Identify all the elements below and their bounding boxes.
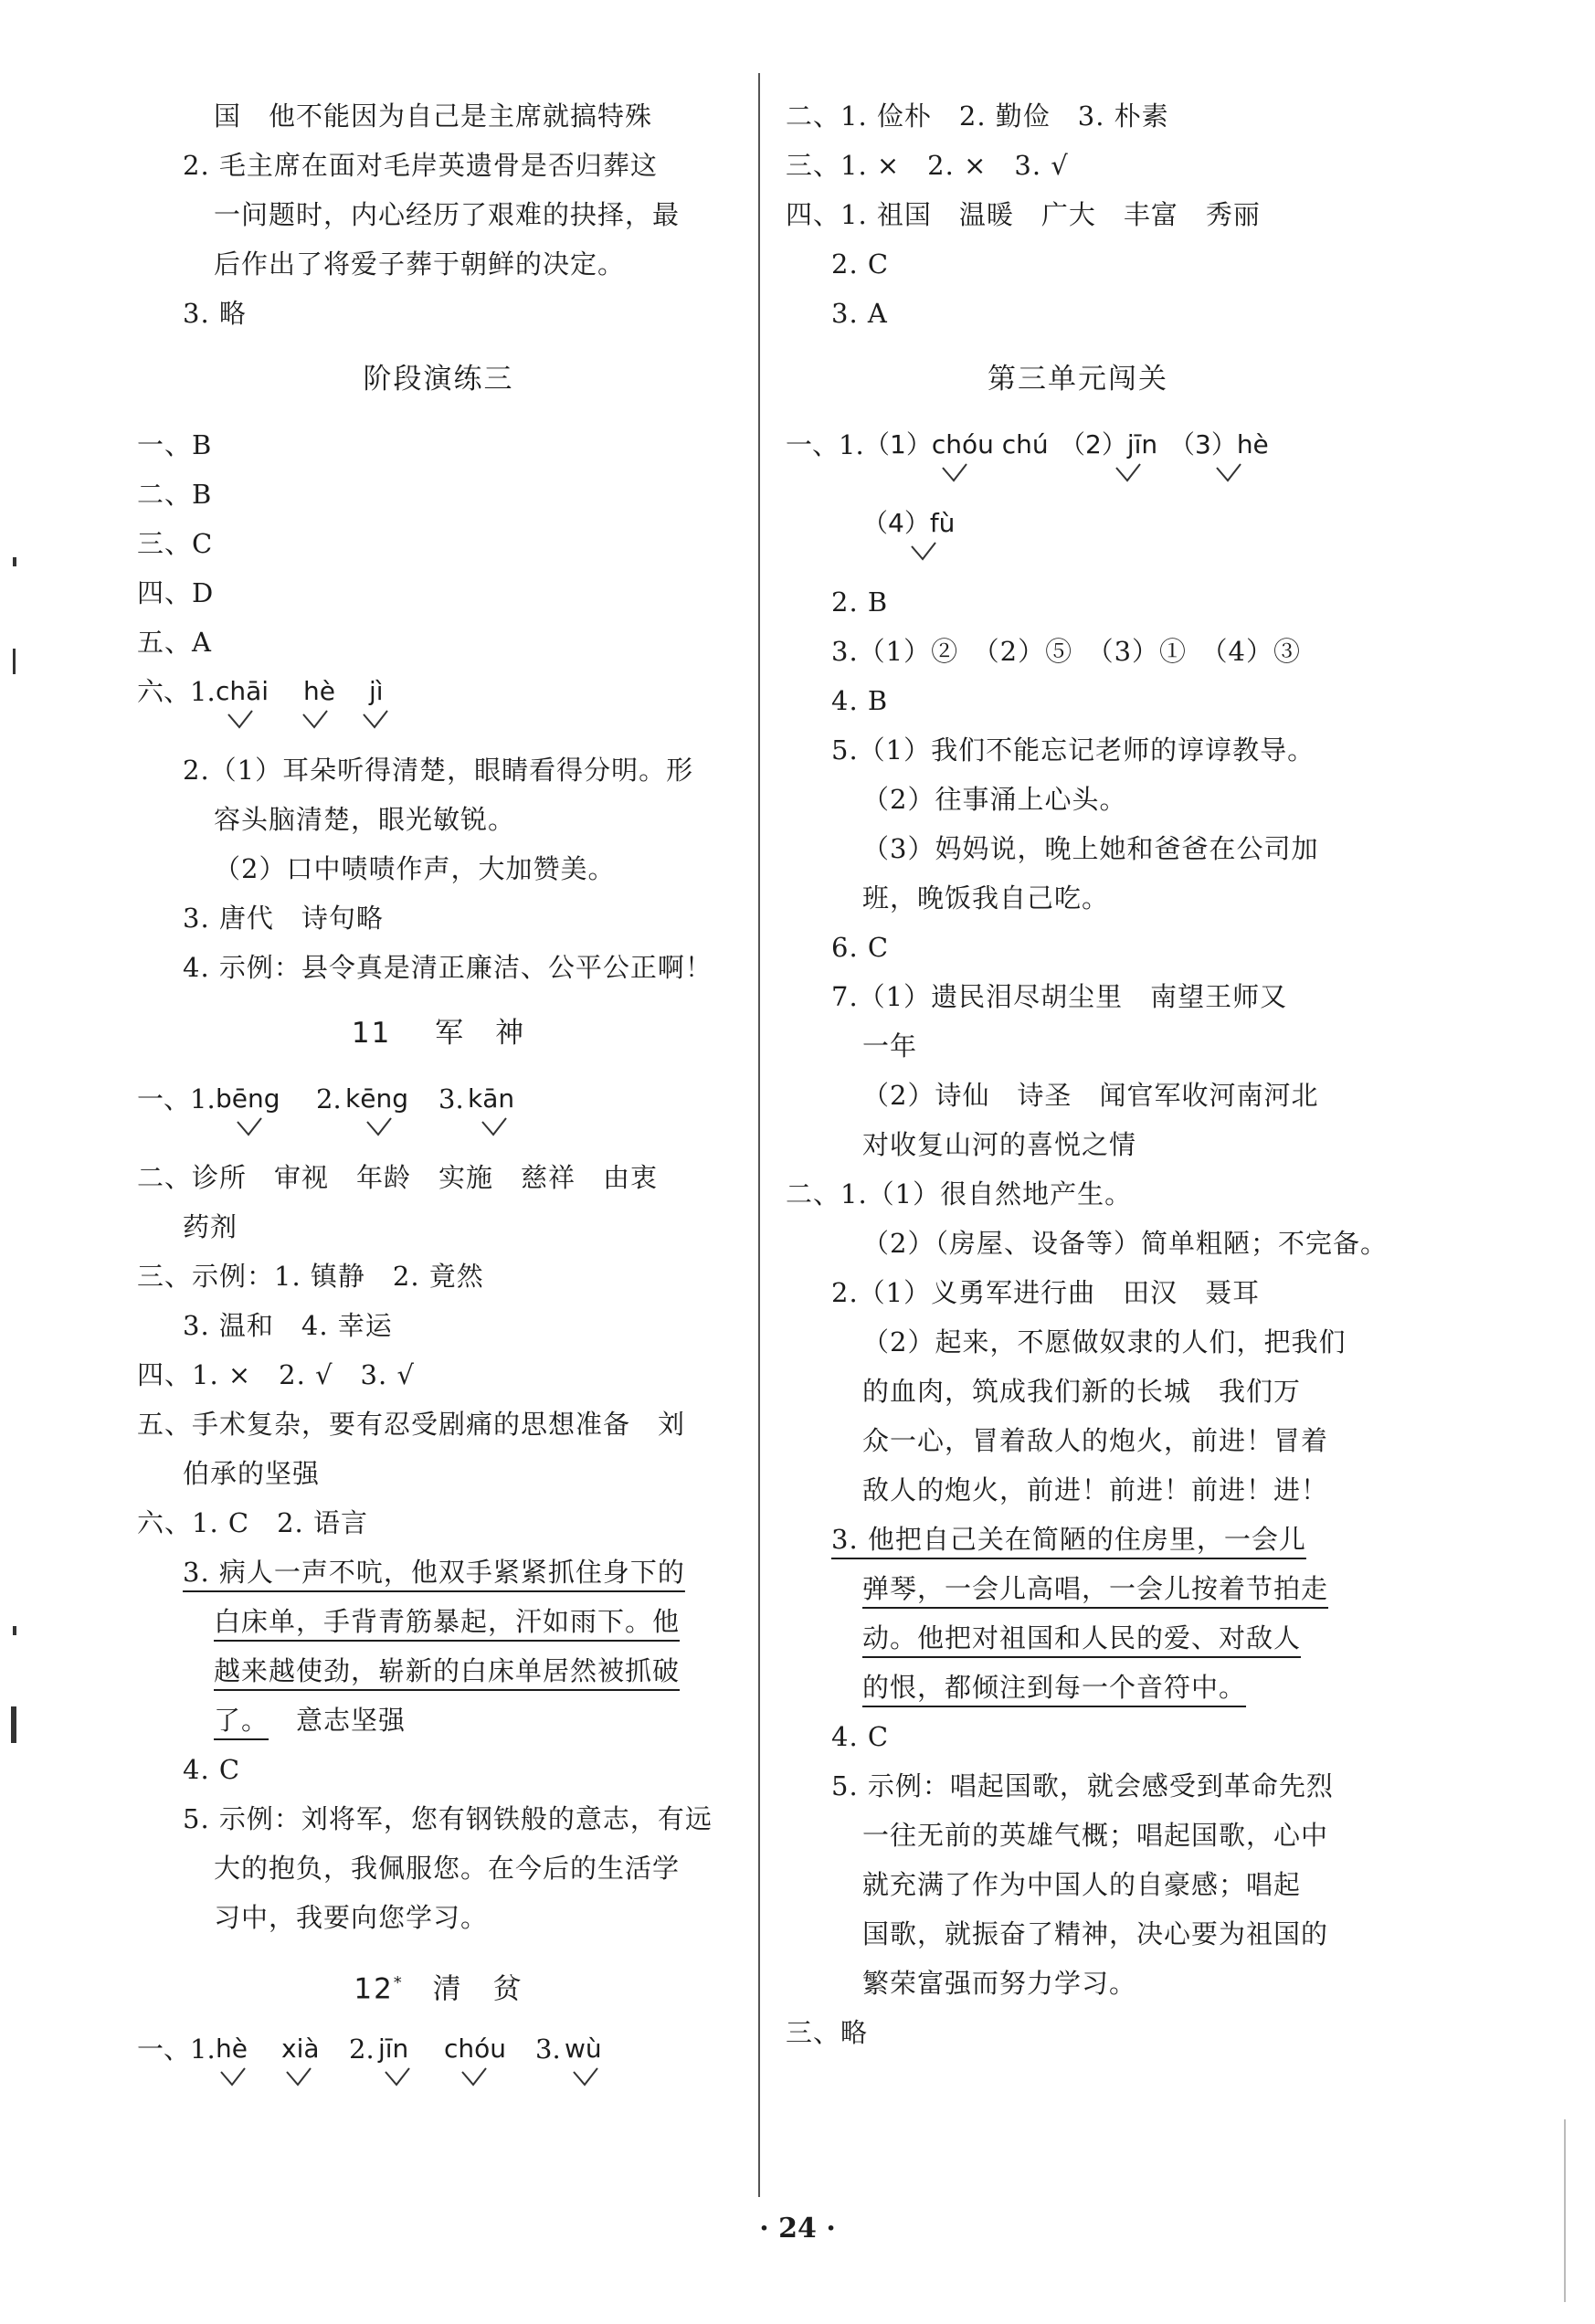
text-line [137,1548,740,1597]
answer-number: 3. [438,1083,464,1114]
lesson-name: 军 神 [435,1017,526,1050]
checkmark-icon [301,707,329,731]
text-line: 5.（1）我们不能忘记老师的谆谆教导。 [831,734,1315,766]
pinyin: chāi [216,676,269,706]
text-line [137,1597,740,1646]
text-line: 大的抱负，我佩服您。在今后的生活学 [214,1853,681,1884]
underlined-text: 3. 病人一声不吭，他双手紧紧抓住身下的 [183,1557,685,1588]
text-line: （2）（房屋、设备等）简单粗陋；不完备。 [862,1228,1388,1259]
checkmark-icon [219,2065,247,2088]
text-line [786,1515,1370,1564]
text-line: 4. B [831,685,889,716]
pinyin: （4）fù [862,508,956,538]
text-line: （2）口中啧啧作声，大加赞美。 [214,853,616,884]
left-column [137,91,740,2103]
text-line [786,1663,1370,1712]
answer-line: 三、1. × 2. × 3. √ [786,150,1069,181]
text-line: 5. 示例：刘将军，您有钢铁般的意志，有远 [183,1803,713,1834]
text-line: 班，晚饭我自己吃。 [862,882,1110,914]
pinyin-answer-row [786,420,1370,499]
text-line: 一问题时，内心经历了艰难的抉择，最 [214,199,681,230]
text-line: 对收复山河的喜悦之情 [862,1129,1137,1160]
pinyin: kān [468,1083,515,1114]
answer-line: 2. C [831,248,890,280]
text-line: 三、略 [786,2017,869,2048]
pinyin: jì [369,676,384,706]
pinyin: （1）chóu chú [864,429,1049,460]
answer-line: 3. A [831,298,888,329]
underlined-text: 3. 他把自己关在简陋的住房里，一会儿 [831,1524,1306,1555]
text-line: 2.（1）耳朵听得清楚，眼睛看得分明。形 [183,755,694,786]
text-line: 7.（1）遗民泪尽胡尘里 南望王师又 [831,981,1288,1012]
pinyin-answer-row [137,667,740,745]
pinyin: wù [565,2034,602,2064]
text-line: （2）起来，不愿做奴隶的人们，把我们 [862,1326,1347,1357]
text-line: 2. 毛主席在面对毛岸英遗骨是否归葬这 [183,150,658,181]
underlined-text: 了。 [214,1705,269,1736]
right-column [786,91,1388,2057]
scan-mark [1564,2119,1566,2302]
scan-mark [11,1706,16,1743]
checkmark-icon [365,1114,393,1138]
text-line [786,1564,1370,1613]
scan-mark [13,1626,16,1635]
checkmark-icon [1215,460,1242,484]
lesson-name: 清 贫 [432,1972,523,2006]
text: 意志坚强 [296,1705,407,1736]
checkmark-icon [572,2065,599,2088]
pinyin: jīn [378,2034,409,2064]
answer-number: 一、1. [786,429,864,460]
pinyin-answer-row [137,2024,740,2103]
text-line: 六、1. C 2. 语言 [137,1507,368,1538]
text-line: 习中，我要向您学习。 [214,1902,489,1933]
pinyin: （2）jīn [1060,429,1158,460]
answer-line: 四、1. 祖国 温暖 广大 丰富 秀丽 [786,199,1261,230]
text-line: 4. C [183,1754,241,1785]
answer-number: 一、1. [137,2034,216,2065]
text-line: （2）往事涌上心头。 [862,784,1127,815]
answer-line: 二、B [137,479,213,510]
text-line: 一往无前的英雄气概；唱起国歌，心中 [862,1820,1329,1851]
text-line [137,1695,740,1745]
pinyin: hè [303,676,335,706]
lesson-number: 11 [351,1017,392,1050]
page-number: · 24 · [759,2213,836,2245]
text-line: 就充满了作为中国人的自豪感；唱起 [862,1869,1302,1900]
underlined-text: 的恨，都倾注到每一个音符中。 [862,1672,1247,1703]
checkmark-icon [460,2065,488,2088]
pinyin-answer-row [786,499,1370,577]
text-line: 敌人的炮火，前进！前进！前进！进！ [862,1474,1329,1505]
scan-mark [13,557,16,566]
text-line: 国 他不能因为自己是主席就搞特殊 [214,100,653,132]
text-line: 3. 温和 4. 幸运 [183,1310,393,1341]
answer-number: 2. [349,2034,375,2065]
text-line: （2）诗仙 诗圣 闻官军收河南河北 [862,1080,1319,1111]
underlined-text: 动。他把对祖国和人民的爱、对敌人 [862,1622,1302,1653]
text-line: 5. 示例：唱起国歌，就会感受到革命先烈 [831,1770,1334,1801]
text-line: 众一心，冒着敌人的炮火，前进！冒着 [862,1425,1329,1456]
optional-mark: * [393,1973,404,1992]
pinyin: bēng [216,1083,280,1114]
checkmark-icon [227,707,254,731]
text-line: 三、示例：1. 镇静 2. 竟然 [137,1261,484,1292]
text-line: 二、1.（1）很自然地产生。 [786,1178,1133,1210]
text-line: 4. C [831,1721,890,1752]
text-line: 一年 [862,1030,918,1062]
pinyin-answer-row [137,1074,740,1153]
scan-mark [13,649,16,674]
lesson-number: 12 [354,1972,394,2006]
pinyin: （3）hè [1169,429,1269,460]
answer-number: 3. [535,2034,561,2065]
checkmark-icon [285,2065,312,2088]
text-line: 国歌，就振奋了精神，决心要为祖国的 [862,1918,1329,1949]
text-line: 五、手术复杂，要有忍受剧痛的思想准备 刘 [137,1409,686,1440]
answer-line: 三、C [137,528,214,559]
text-line: 后作出了将爱子葬于朝鲜的决定。 [214,248,626,280]
text-line: 6. C [831,932,890,963]
text-line: 4. 示例：县令真是清正廉洁、公平公正啊！ [183,952,713,983]
text-line: 四、1. × 2. √ 3. √ [137,1359,415,1390]
lesson-title [137,992,740,1074]
underlined-text: 越来越使劲，崭新的白床单居然被抓破 [214,1655,681,1686]
text-line: 二、诊所 审视 年龄 实施 慈祥 由衷 [137,1162,659,1193]
answer-line: 二、1. 俭朴 2. 勤俭 3. 朴素 [786,100,1169,132]
underlined-text: 弹琴，一会儿高唱，一会儿按着节拍走 [862,1573,1329,1604]
underlined-text: 白床单，手背青筋暴起，汗如雨下。他 [214,1606,681,1637]
text-line [137,1646,740,1695]
answer-number: 六、1. [137,676,216,707]
section-title: 阶段演练三 [363,363,514,396]
answer-line: 五、A [137,627,212,658]
column-divider [758,73,760,2197]
text-line: 繁荣富强而努力学习。 [862,1968,1137,1999]
text-line: 伯承的坚强 [183,1458,321,1489]
answer-number: 2. [316,1083,342,1114]
lesson-title [137,1942,740,2024]
text-line: 3. 略 [183,298,247,329]
checkmark-icon [236,1114,263,1138]
text-line: （3）妈妈说，晚上她和爸爸在公司加 [862,833,1319,864]
text-line: 的血肉，筑成我们新的长城 我们万 [862,1376,1302,1407]
checkmark-icon [384,2065,411,2088]
answer-line: 一、B [137,429,213,460]
checkmark-icon [1114,460,1142,484]
text-line: 2. B [831,586,889,618]
section-title: 第三单元闯关 [988,363,1168,396]
text-line: 2.（1）义勇军进行曲 田汉 聂耳 [831,1277,1261,1308]
checkmark-icon [362,707,389,731]
checkmark-icon [481,1114,508,1138]
answer-number: 一、1. [137,1083,216,1114]
answer-line: 四、D [137,577,215,608]
text-line: 药剂 [183,1211,238,1242]
pinyin: hè [216,2034,248,2064]
text-line: 3.（1）② （2）⑤ （3）① （4）③ [831,636,1301,667]
pinyin: kēng [345,1083,408,1114]
text-line [786,1613,1370,1663]
text-line: 3. 唐代 诗句略 [183,903,384,934]
pinyin: chóu [444,2034,507,2064]
checkmark-icon [910,539,937,563]
checkmark-icon [941,460,968,484]
text-line: 容头脑清楚，眼光敏锐。 [214,804,516,835]
pinyin: xià [281,2034,320,2064]
